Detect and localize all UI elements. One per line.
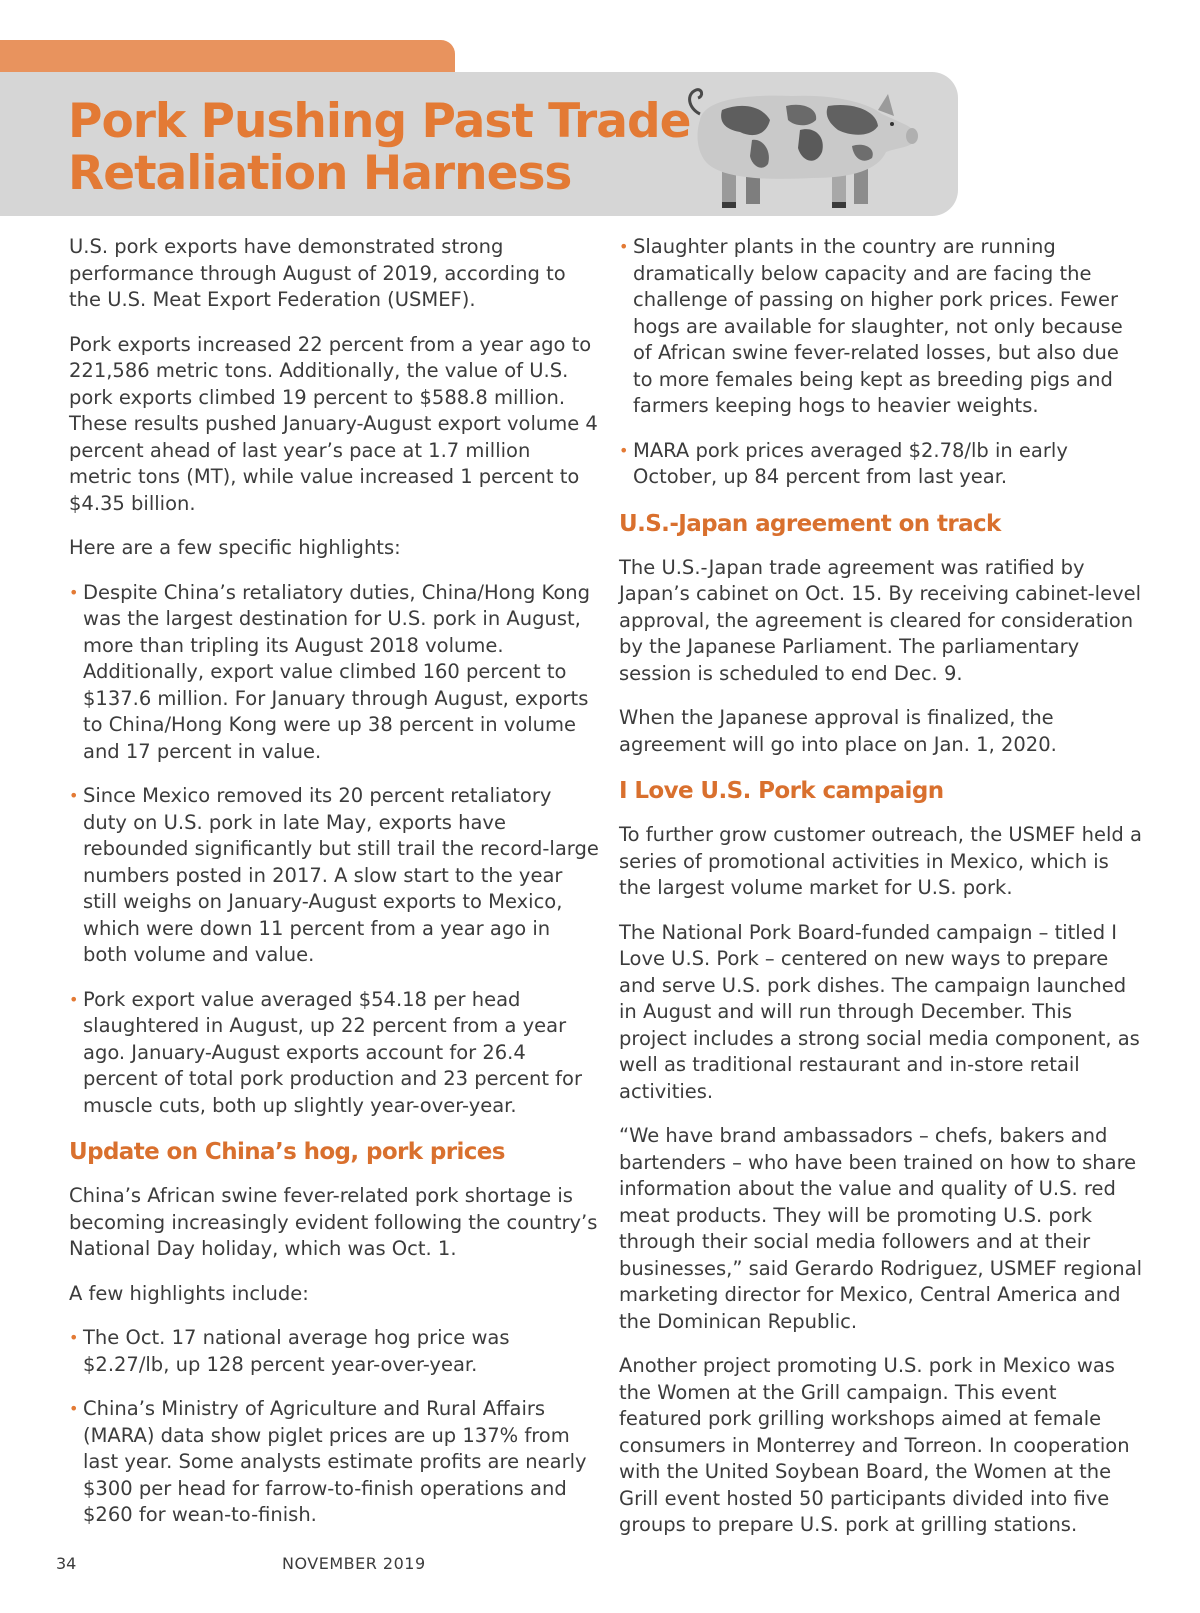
section-heading-china: Update on China’s hog, pork prices	[69, 1139, 505, 1165]
header-tab-bar	[0, 40, 455, 72]
paragraph: “We have brand ambassadors – chefs, bakers and bartenders – who have been trained on how to share information about the value and quality of U.S. red meat products. They will be promoting U.S. pork through their social media followers and at their businesses,” said Gerardo Rodriguez, USMEF regional marketing director for Mexico, Central America and the Dominican Republic.	[619, 1124, 1143, 1333]
bullet-icon: •	[619, 237, 629, 256]
list-item	[69, 783, 599, 969]
bullet-icon: •	[69, 1328, 79, 1347]
list-item-text: Slaughter plants in the country are running dramatically below capacity and are facing the challenge of passing on higher pork prices. Fewer hogs are available for slaughter, not only because of African swine fever-related losses, but also due to more females being kept as breeding pigs and farmers keeping hogs to heavier weights.	[633, 235, 1123, 417]
title-line-2: Retaliation Harness	[68, 146, 572, 201]
china-highlights-list-continued	[619, 234, 1144, 491]
world-map-pig-image	[682, 80, 927, 210]
title-line-1: Pork Pushing Past Trade	[68, 94, 691, 149]
paragraph: Pork exports increased 22 percent from a year ago to 221,586 metric tons. Additionally, the value of U.S. pork exports climbed 19 percent to $588.8 million. These results pushed January-August export volume 4 percent ahead of last year’s pace at 1.7 million metric tons (MT), while value increased 1 percent to $4.35 billion.	[69, 332, 598, 515]
list-item	[69, 1396, 599, 1529]
page-title	[68, 96, 690, 200]
bullet-icon: •	[69, 989, 79, 1009]
list-item	[619, 234, 1144, 420]
paragraph: To further grow customer outreach, the USMEF held a series of promotional activities in Mexico, which is the largest volume market for U.S. pork.	[619, 823, 1142, 899]
list-item	[69, 1325, 599, 1378]
paragraph: China’s African swine fever-related pork shortage is becoming increasingly evident following the country’s National Day holiday, which was Oct. 1.	[69, 1184, 598, 1260]
list-item-text: China’s Ministry of Agriculture and Rural Affairs (MARA) data show piglet prices are up 137% from last year. Some analysts estimate profits are nearly $300 per head for farrow-to-finish operations and $260 for wean-to-finish.	[83, 1397, 587, 1526]
section-heading-campaign: I Love U.S. Pork campaign	[619, 778, 944, 804]
paragraph: The National Pork Board-funded campaign – titled I Love U.S. Pork – centered on new ways to prepare and serve U.S. pork dishes. The campaign launched in August and will run through December. This project includes a strong social media component, as well as traditional restaurant and in-store retail activities.	[619, 920, 1140, 1103]
bullet-icon: •	[69, 786, 79, 805]
highlights-list	[69, 580, 599, 1120]
list-item	[69, 580, 599, 766]
list-item-text: Since Mexico removed its 20 percent retaliatory duty on U.S. pork in late May, exports have rebounded significantly but still trail the record-large numbers posted in 2017. A slow start to the year still weighs on January-August exports to Mexico, which were down 11 percent from a year ago in both volume and value.	[83, 784, 599, 966]
china-highlights-list	[69, 1325, 599, 1529]
paragraph: Another project promoting U.S. pork in Mexico was the Women at the Grill campaign. This event featured pork grilling workshops aimed at female consumers in Monterrey and Torreon. In cooperation with the United Soybean Board, the Women at the Grill event hosted 50 participants divided into five groups to prepare U.S. pork at grilling stations.	[619, 1354, 1130, 1536]
paragraph: The U.S.-Japan trade agreement was ratified by Japan’s cabinet on Oct. 15. By receiving cabinet-level approval, the agreement is cleared for consideration by the Japanese Parliament. The parliamentary session is scheduled to end Dec. 9.	[619, 555, 1142, 685]
bullet-icon: •	[619, 440, 629, 460]
paragraph: Here are a few specific highlights:	[69, 536, 401, 559]
list-item-text: Despite China’s retaliatory duties, China/Hong Kong was the largest destination for U.S. pork in August, more than tripling its August 2018 volume. Additionally, export value climbed 160 percent to $137.6 million. For January through August, exports to China/Hong Kong were up 38 percent in volume and 17 percent in value.	[83, 580, 590, 763]
bullet-icon: •	[69, 1399, 79, 1418]
left-column	[69, 234, 599, 1547]
paragraph: When the Japanese approval is finalized, the agreement will go into place on Jan. 1, 2020.	[619, 706, 1057, 756]
section-heading-japan: U.S.-Japan agreement on track	[619, 510, 1001, 537]
list-item	[69, 987, 599, 1120]
list-item-text: The Oct. 17 national average hog price was $2.27/lb, up 128 percent year-over-year.	[83, 1326, 510, 1376]
bullet-icon: •	[69, 582, 79, 602]
list-item-text: MARA pork prices averaged $2.78/lb in early October, up 84 percent from last year.	[633, 438, 1068, 488]
right-column	[619, 234, 1144, 1557]
list-item-text: Pork export value averaged $54.18 per head slaughtered in August, up 22 percent from a year ago. January-August exports account for 26.4 percent of total pork production and 23 percent for muscle cuts, both up slightly year-over-year.	[83, 987, 582, 1117]
issue-date: NOVEMBER 2019	[282, 1554, 426, 1573]
list-item	[619, 438, 1144, 491]
page-number: 34	[56, 1554, 77, 1573]
paragraph: U.S. pork exports have demonstrated strong performance through August of 2019, according to the U.S. Meat Export Federation (USMEF).	[69, 235, 566, 311]
paragraph: A few highlights include:	[69, 1281, 309, 1305]
